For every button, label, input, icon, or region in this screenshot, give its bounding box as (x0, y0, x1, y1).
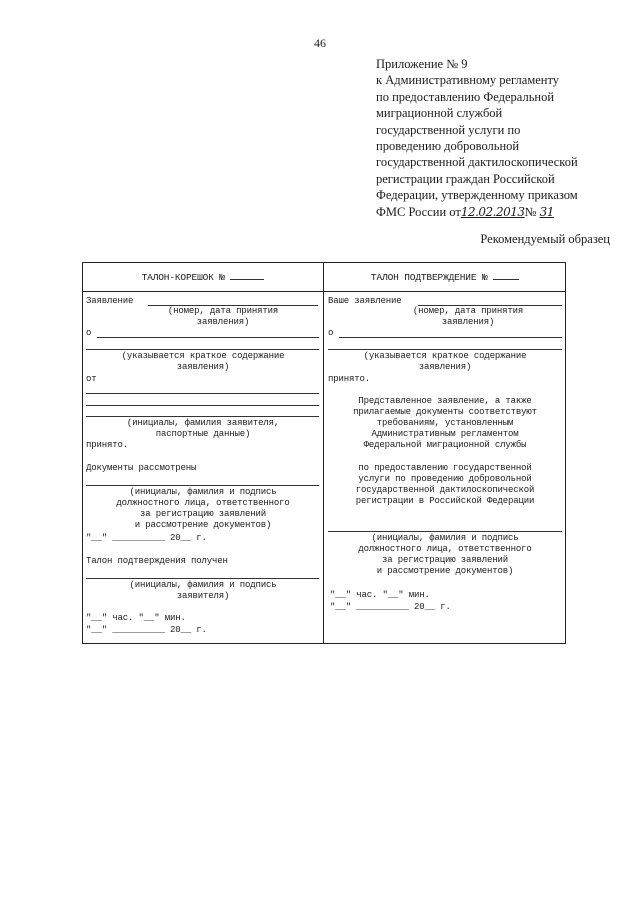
confirmation-official-hint: и рассмотрение документов) (376, 566, 514, 576)
stub-official-hint: должностного лица, ответственного (116, 498, 290, 508)
confirmation-official-hint: за регистрацию заявлений (381, 555, 509, 565)
service-line: по предоставлению государственной (358, 463, 532, 473)
stub-about-line-2 (86, 349, 319, 350)
stub-about-label: о (86, 328, 92, 338)
column-divider (323, 263, 324, 643)
stub-applicant-sign-hint: заявителя) (176, 591, 230, 601)
service-line: государственной дактилоскопической (355, 485, 535, 495)
stub-from-line-2 (86, 405, 319, 406)
confirmation-summary-hint: (указывается краткое содержание (363, 351, 527, 361)
requirements-line: прилагаемые документы соответствуют (353, 407, 537, 417)
form-table (82, 262, 566, 644)
confirmation-statement-hint: (номер, дата принятия (412, 306, 524, 316)
stub-official-hint: и рассмотрение документов) (134, 520, 272, 530)
recommended-sample-label: Рекомендуемый образец (480, 232, 610, 246)
confirmation-official-hint: должностного лица, ответственного (358, 544, 532, 554)
stub-statement-label: Заявление (86, 296, 134, 306)
service-line: услуги по проведению добровольной (358, 474, 532, 484)
appendix-line: по предоставлению Федеральной (376, 89, 555, 104)
confirmation-number-line (493, 271, 519, 280)
stub-from-label: от (86, 374, 97, 384)
stub-accepted: принято. (86, 440, 129, 450)
confirmation-title (324, 271, 566, 283)
requirements-line: Административным регламентом (371, 429, 519, 439)
appendix-line: государственной услуги по (376, 122, 521, 137)
order-number: 31 (539, 204, 554, 219)
confirmation-about-label: о (328, 328, 334, 338)
stub-documents-reviewed: Документы рассмотрены (86, 463, 197, 473)
confirmation-official-hint: (инициалы, фамилия и подпись (371, 533, 519, 543)
confirmation-about-line (339, 337, 562, 338)
stub-statement-hint: заявления) (196, 317, 250, 327)
service-line: регистрации в Российской Федерации (355, 496, 535, 506)
stub-summary-hint: заявления) (176, 362, 230, 372)
stub-date-line-2: "__" __________ 20__ г. (86, 625, 207, 635)
stub-applicant-sign-line (86, 578, 319, 579)
order-number-label: № (524, 204, 537, 219)
requirements-line: Федеральной миграционной службы (363, 440, 527, 450)
appendix-line: регистрации граждан Российской (376, 171, 555, 186)
appendix-line: Федерации, утвержденному приказом (376, 188, 578, 203)
requirements-line: Представленное заявление, а также (358, 396, 532, 406)
stub-from-line-3 (86, 416, 319, 417)
appendix-header (376, 56, 606, 220)
appendix-line: проведению добровольной (376, 139, 520, 154)
stub-summary-hint: (указывается краткое содержание (121, 351, 285, 361)
stub-applicant-hint: паспортные данные) (155, 429, 251, 439)
confirmation-statement-label: Ваше заявление (328, 296, 402, 306)
stub-title (83, 271, 323, 283)
appendix-line: к Административному регламенту (376, 73, 560, 88)
confirmation-official-line (328, 531, 562, 532)
requirements-line: требованиям, установленным (376, 418, 514, 428)
order-reference (376, 204, 606, 220)
appendix-line: миграционной службой (376, 106, 503, 121)
stub-statement-hint: (номер, дата принятия (167, 306, 279, 316)
stub-official-line (86, 485, 319, 486)
appendix-line: Приложение № 9 (376, 57, 468, 71)
confirmation-about-line-2 (328, 349, 562, 350)
stub-about-line (97, 337, 319, 338)
stub-time-line: "__" час. "__" мин. (86, 613, 186, 623)
confirmation-title-text: ТАЛОН ПОДТВЕРЖДЕНИЕ № (370, 272, 488, 283)
appendix-line: государственной дактилоскопической (376, 155, 578, 170)
confirmation-summary-hint: заявления) (418, 362, 472, 372)
stub-number-line (230, 271, 264, 280)
stub-applicant-sign-hint: (инициалы, фамилия и подпись (129, 580, 277, 590)
stub-receipt-received: Талон подтверждения получен (86, 556, 228, 566)
order-prefix: ФМС России от (376, 204, 461, 219)
confirmation-date-line: "__" __________ 20__ г. (330, 602, 451, 612)
order-date: 12.02.2013 (460, 204, 525, 219)
confirmation-time-line: "__" час. "__" мин. (330, 590, 430, 600)
stub-date-line: "__" __________ 20__ г. (86, 533, 207, 543)
stub-official-hint: за регистрацию заявлений (139, 509, 267, 519)
stub-applicant-hint: (инициалы, фамилия заявителя, (126, 418, 280, 428)
stub-from-line (86, 393, 319, 394)
stub-official-hint: (инициалы, фамилия и подпись (129, 487, 277, 497)
confirmation-accepted: принято. (328, 374, 371, 384)
header-rule (83, 291, 565, 292)
stub-title-text: ТАЛОН-КОРЕШОК № (141, 272, 225, 283)
page-number: 46 (314, 36, 326, 50)
confirmation-statement-hint: заявления) (441, 317, 495, 327)
